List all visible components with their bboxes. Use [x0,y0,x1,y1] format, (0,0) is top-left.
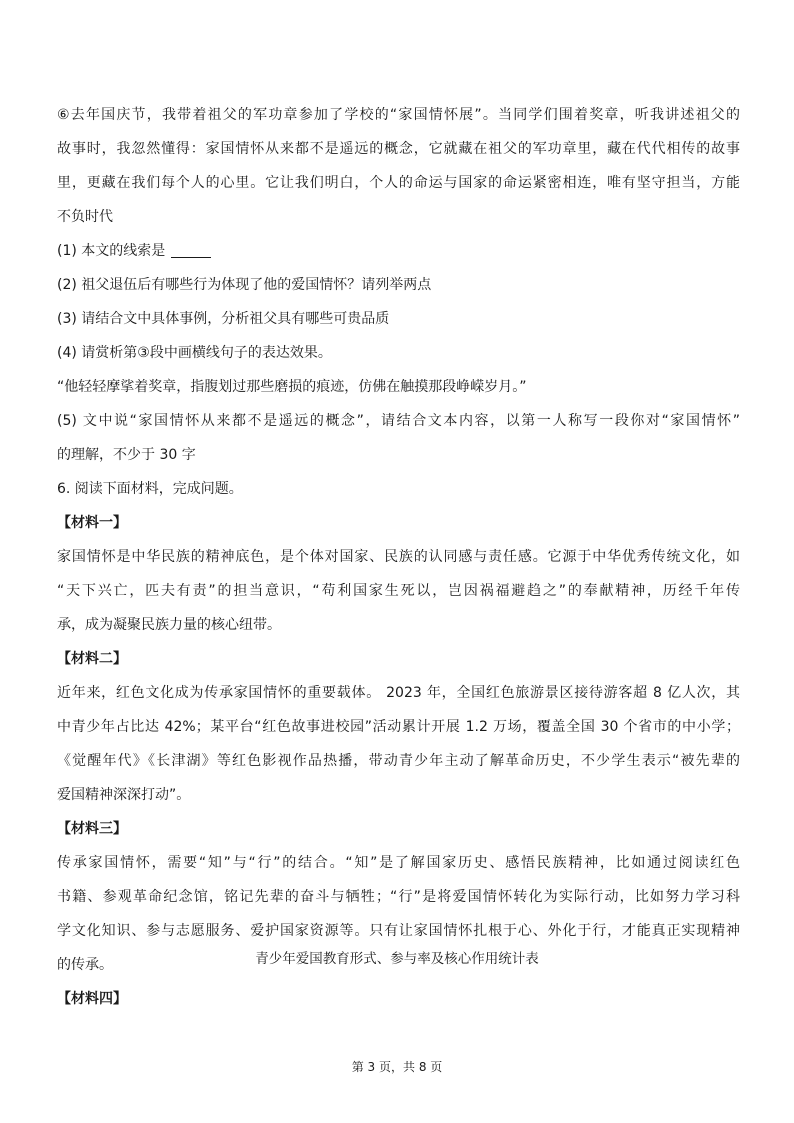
question-5-line-2: 的理解，不少于 30 字 [57,447,196,463]
paragraph-line: 不负时代 [57,209,113,225]
paragraph-line: 里，更藏在我们每个人的心里。它让我们明白，个人的命运与国家的命运紧密相连，唯有坚守担当，方能 [57,175,740,191]
material-3-heading: 【材料三】 [57,821,127,837]
material-1-text [57,540,740,642]
question-4: (4) 请赏析第③段中画横线句子的表达效果。 [57,345,332,361]
answer-blank [171,241,211,258]
paragraph-line: 书籍、参观革命纪念馆，铭记先辈的奋斗与牺牲；“行”是将爱国情怀转化为实际行动，比如努力学习科 [57,889,740,905]
section-6-title: 6. 阅读下面材料，完成问题。 [57,481,243,497]
page-content [57,98,740,1016]
paragraph-line: 《觉醒年代》《长津湖》等红色影视作品热播，带动青少年主动了解革命历史，不少学生表示“被先辈的 [57,753,740,769]
paragraph-line: 中青少年占比达 42%；某平台“红色故事进校园”活动累计开展 1.2 万场，覆盖全国 30 个省市的中小学； [57,719,740,735]
paragraph-line: 的传承。 [57,957,113,973]
question-2: (2) 祖父退伍后有哪些行为体现了他的爱国情怀？请列举两点 [57,277,432,293]
paragraph-line: “天下兴亡，匹夫有责”的担当意识，“苟利国家生死以，岂因祸福避趋之”的奉献精神，历经千年传 [57,583,740,599]
paragraph-6 [57,98,740,234]
material-2-text [57,676,740,812]
material-4-heading: 【材料四】 [57,991,127,1007]
question-3: (3) 请结合文中具体事例，分析祖父具有哪些可贵品质 [57,311,390,327]
material-1-heading: 【材料一】 [57,515,127,531]
page-footer: 第 3 页，共 8 页 [351,1060,443,1074]
question-1 [57,234,740,268]
paragraph-line: 家国情怀是中华民族的精神底色，是个体对国家、民族的认同感与责任感。它源于中华优秀传统文化，如 [57,549,740,565]
paragraph-line: 传承家国情怀，需要“知”与“行”的结合。“知”是了解国家历史、感悟民族精神，比如通过阅读红色 [57,855,740,871]
paragraph-line: 承，成为凝聚民族力量的核心纽带。 [57,617,281,633]
paragraph-line: 爱国精神深深打动”。 [57,787,191,803]
paragraph-line: 近年来，红色文化成为传承家国情怀的重要载体。 2023 年，全国红色旅游景区接待游客超 8 亿人次，其 [57,685,740,701]
table-title: 青少年爱国教育形式、参与率及核心作用统计表 [255,951,539,967]
material-2-heading: 【材料二】 [57,651,127,667]
question-5-line-1: (5) 文中说“家国情怀从来都不是遥远的概念”，请结合文本内容，以第一人称写一段你对“家国情怀” [57,413,740,429]
paragraph-line: 故事时，我忽然懂得：家国情怀从来都不是遥远的概念，它就藏在祖父的军功章里，藏在代代相传的故事 [57,141,740,157]
paragraph-line: 学文化知识、参与志愿服务、爱护国家资源等。只有让家国情怀扎根于心、外化于行，才能真正实现精神 [57,923,740,939]
paragraph-line: ⑥去年国庆节，我带着祖父的军功章参加了学校的“家国情怀展”。当同学们围着奖章，听我讲述祖父的 [57,107,740,123]
question-4-quote: “他轻轻摩挲着奖章，指腹划过那些磨损的痕迹，仿佛在触摸那段峥嵘岁月。” [57,379,527,395]
question-1-text: (1) 本文的线索是 [57,243,166,259]
